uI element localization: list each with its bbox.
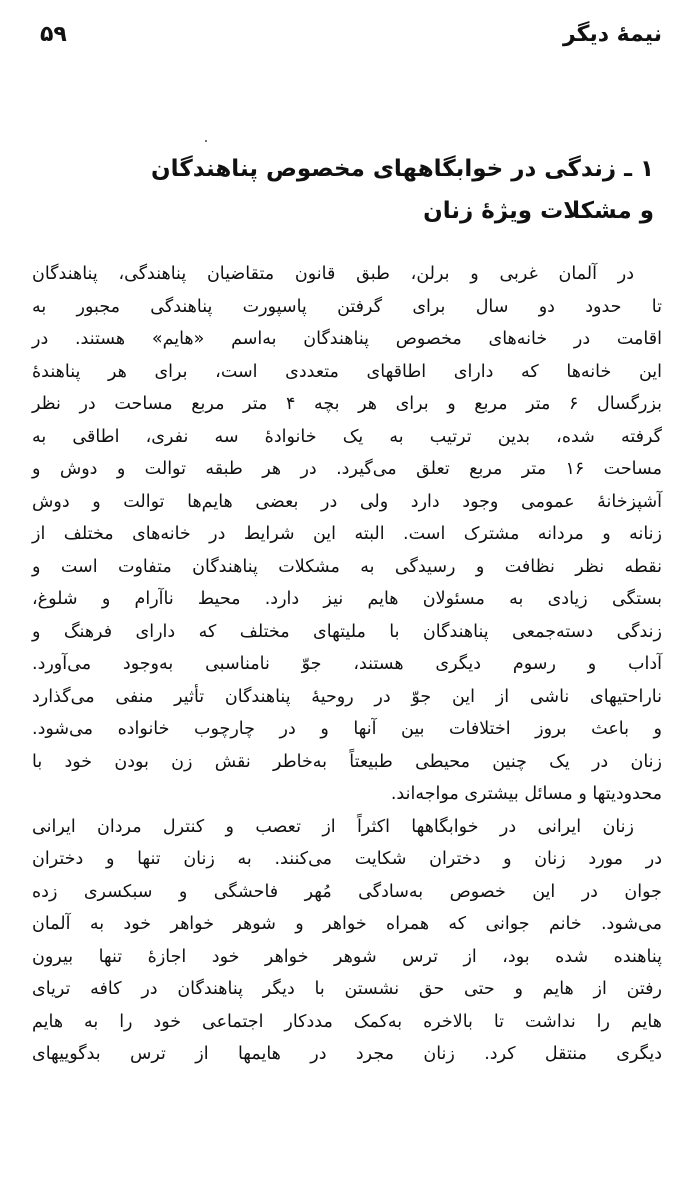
text-line: زنانه و مردانه مشترک است. البته این شرایط در خانه‌های مختلف از [32, 524, 662, 544]
text-line: زنان در یک چنین محیطی طبیعتاً به‌خاطر نقش زن بودن خود با [32, 751, 662, 772]
text-line: این خانه‌ها که دارای اطاقهای متعددی است، برای هر پناهندهٔ [32, 361, 662, 382]
body-text [32, 258, 662, 1071]
running-title: نیمهٔ دیگر [562, 22, 662, 47]
text-line: در مورد زنان و دختران شکایت می‌کنند. به زنان تنها و دختران [32, 849, 662, 869]
text-line: گرفته شده، بدین ترتیب به یک خانوادهٔ سه نفری، اطاقی به [32, 426, 662, 447]
text-line: هایم را نداشت تا بالاخره به‌کمک مددکار اجتماعی خود را به هایم [32, 1011, 662, 1032]
text-line: بستگی زیادی به مسئولان هایم نیز دارد. محیط ناآرام و شلوغ، [32, 589, 662, 609]
text-line: جوان در این خصوص به‌سادگی مُهر فاحشگی و سبکسری زده [32, 881, 662, 902]
text-line: می‌شود. خانم جوانی که همراه خواهر و شوهر خواهر خود به آلمان [32, 914, 662, 934]
page-number: ۵۹ [40, 22, 67, 47]
text-line: اقامت در خانه‌های مخصوص پناهندگان به‌اسم «هایم» هستند. در [32, 329, 662, 349]
text-line: نقطه نظر نظافت و رسیدگی به مشکلات پناهندگان متفاوت است و [32, 556, 662, 577]
text-line: رفتن از هایم و حتی حق نشستن با دیگر پناهندگان در کافه تریای [32, 979, 662, 999]
section-heading-line: و مشکلات ویژهٔ زنان [423, 198, 654, 224]
text-line: آداب و رسوم دیگری هستند، جوّ نامناسبی به‌وجود می‌آورد. [32, 654, 662, 674]
text-line: محدودیتها و مسائل بیشتری مواجه‌اند. [390, 784, 662, 804]
text-line: دیگری منتقل کرد. زنان مجرد در هایمها از ترس بدگوییهای [32, 1044, 662, 1064]
text-line: در آلمان غربی و برلن، طبق قانون متقاضیان پناهندگی، پناهندگان [32, 264, 634, 284]
text-line: و باعث بروز اختلافات بین آنها و در چارچوب خانواده می‌شود. [32, 719, 662, 739]
text-line: زندگی دسته‌جمعی پناهندگان با ملیتهای مختلف که دارای فرهنگ و [32, 621, 662, 642]
text-line: زنان ایرانی در خوابگاهها اکثراً از تعصب و کنترل مردان ایرانی [32, 816, 634, 837]
text-line: مساحت ۱۶ متر مربع تعلق می‌گیرد. در هر طبقه توالت و دوش و [32, 459, 662, 479]
running-head [40, 22, 662, 58]
section-heading [94, 148, 654, 232]
text-line: بزرگسال ۶ متر مربع و برای هر بچه ۴ متر مربع مساحت در نظر [32, 394, 662, 414]
text-line: تا حدود دو سال برای گرفتن پاسپورت پناهندگی مجبور به [32, 296, 662, 317]
text-line: پناهنده شده بود، از ترس شوهر خواهر خود اجازهٔ تنها بیرون [32, 946, 662, 967]
section-heading-line: ۱ ـ زندگی در خوابگاههای مخصوص پناهندگان [151, 156, 654, 182]
text-line: آشپزخانهٔ عمومی وجود دارد ولی در بعضی هایم‌ها توالت و دوش [32, 491, 662, 512]
scan-speck [205, 140, 207, 142]
text-line: ناراحتیهای ناشی از این جوّ در روحیهٔ پناهندگان تأثیر منفی می‌گذارد [32, 686, 662, 707]
